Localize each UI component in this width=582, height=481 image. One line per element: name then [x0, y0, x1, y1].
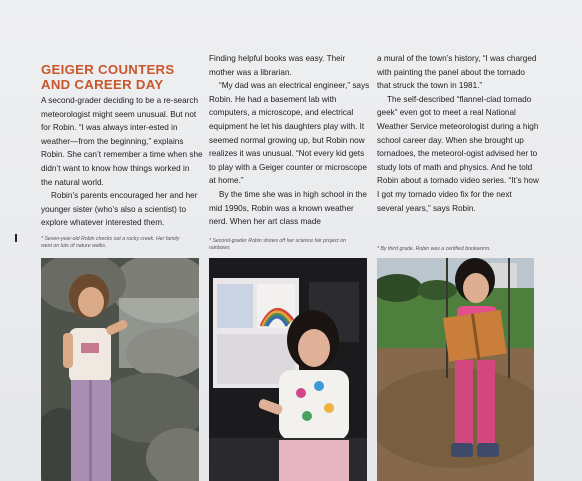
heading-line-2: AND CAREER DAY: [41, 77, 164, 92]
paragraph: a mural of the town’s history, “I was charged with painting the panel about the tornado that struck the town in 1981.”: [377, 54, 537, 91]
heading-line-1: GEIGER COUNTERS: [41, 62, 175, 77]
article-column-1: [41, 62, 203, 230]
photo-rocky-creek-illustration: [41, 258, 199, 481]
page-marker: [15, 234, 17, 242]
section-heading: [41, 62, 203, 92]
photo-bookworm: [377, 258, 534, 481]
paragraph: A second-grader deciding to be a re-search meteorologist might seem unusual. But not for Robin. “I was always inter-ested in weather—from the beginning,” explains Robin. She can’t remember a time when she didn’t want to know how things worked in the natural world.: [41, 96, 203, 187]
paragraph: By the time she was in high school in the mid 1990s, Robin was a known weather nerd. When her art class made: [209, 189, 367, 227]
photo-science-fair: [209, 258, 367, 481]
paragraph: The self-described “flannel-clad tornado geek” even got to meet a real National Weather Service meteorologist during a high school career day. When she brought up tornadoes, the meteorol-ogist advised her to study lots of math and physics. And he told Robin about a tornado video series. “It’s how I got my tornado video fix for the next several years,” says Robin.: [377, 94, 539, 213]
photo-science-fair-illustration: [209, 258, 367, 481]
photo-rocky-creek: [41, 258, 199, 481]
paragraph: Finding helpful books was easy. Their mother was a librarian.: [209, 54, 346, 77]
paragraph: “My dad was an electrical engineer,” says Robin. He had a basement lab with computers, a microscope, and electrical equipment he let his daughters play with. It seemed normal growing up, but Robin now realizes it was unusual. “Not every kid gets to play with a Geiger counter or microscope at home.”: [209, 81, 370, 186]
photo-caption-2: * Second-grader Robin shows off her science fair project on rainbows: [209, 238, 346, 251]
photo-bookworm-illustration: [377, 258, 534, 481]
article-column-2: [209, 52, 371, 229]
paragraph: Robin’s parents encouraged her and her younger sister (who’s also a scientist) to explore whatever interested them.: [41, 191, 198, 228]
photo-caption-3: * By third grade, Robin was a certified bookworm.: [377, 246, 491, 252]
article-column-3: [377, 52, 539, 215]
photo-caption-1: * Seven-year-old Robin checks out a rocky creek. Her family went on lots of nature walks.: [41, 236, 180, 249]
